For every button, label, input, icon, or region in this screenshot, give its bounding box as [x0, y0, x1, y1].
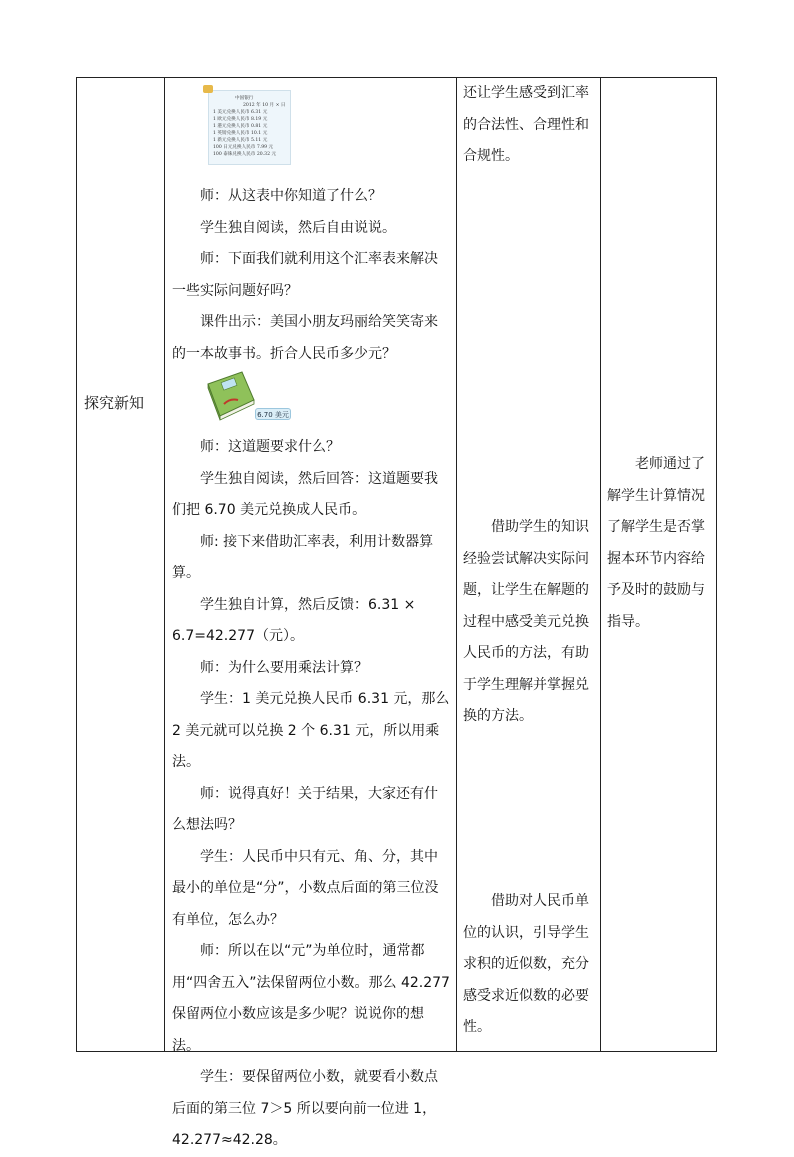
dialogue-line: 学生：人民币中只有元、角、分，其中最小的单位是“分”，小数点后面的第三位没有单位，怎么办？ — [172, 848, 439, 928]
process-column-top — [172, 181, 451, 370]
rate-row: 1 新元兑换人民币 5.11 元 — [213, 138, 268, 143]
price-tag: 6.70 美元 — [255, 408, 291, 420]
rate-row: 1 英镑兑换人民币 10.1 元 — [213, 131, 268, 136]
dialogue-line: 学生独自阅读，然后回答：这道题要我们把 6.70 美元兑换成人民币。 — [172, 470, 438, 518]
rate-row: 1 美元兑换人民币 6.31 元 — [213, 110, 268, 115]
exchange-rate-card — [203, 85, 291, 165]
dialogue-line: 师：这道题要求什么？ — [200, 439, 340, 455]
dialogue-line: 师: 接下来借助汇率表，利用计数器算算。 — [172, 533, 434, 581]
rate-row: 1 港元兑换人民币 0.81 元 — [213, 124, 268, 129]
intent-paragraph: 还让学生感受到汇率的合法性、合理性和合规性。 — [463, 85, 589, 164]
dialogue-line: 学生：1 美元兑换人民币 6.31 元，那么 2 美元就可以兑换 2 个 6.31 元，所以用乘法。 — [172, 691, 450, 770]
intent-paragraph: 借助学生的知识经验尝试解决实际问题，让学生在解题的过程中感受美元兑换人民币的方法，有助于学生理解并掌握兑换的方法。 — [463, 519, 589, 724]
rate-card-title: 中国银行 — [235, 96, 254, 101]
column-divider — [456, 77, 457, 1052]
dialogue-line: 师：为什么要用乘法计算？ — [200, 659, 368, 676]
pin-icon — [203, 85, 213, 93]
dialogue-line: 师：所以在以“元”为单位时，通常都用“四舍五入”法保留两位小数。那么 42.277 保留两位小数应该是多少呢？说说你的想法。 — [172, 943, 450, 1054]
section-label: 探究新知 — [84, 394, 145, 412]
column-divider — [600, 77, 601, 1052]
rate-row: 1 欧元兑换人民币 8.19 元 — [213, 117, 268, 122]
dialogue-line: 学生：要保留两位小数，就要看小数点后面的第三位 7＞5 所以要向前一位进 1，42.277≈42.28。 — [172, 1069, 438, 1148]
storybook-icon — [202, 370, 258, 422]
dialogue-line: 学生独自阅读，然后自由说说。 — [200, 219, 396, 236]
rate-row: 100 日元兑换人民币 7.99 元 — [213, 145, 274, 150]
intent-paragraph: 借助对人民币单位的认识，引导学生求积的近似数，充分感受求近似数的必要性。 — [463, 893, 589, 1035]
dialogue-line: 师：下面我们就利用这个汇率表来解决一些实际问题好吗？ — [172, 251, 438, 299]
dialogue-line: 师：说得真好！关于结果，大家还有什么想法吗？ — [172, 785, 438, 833]
evaluation-paragraph: 老师通过了解学生计算情况了解学生是否掌握本环节内容给予及时的鼓励与指导。 — [607, 456, 705, 630]
column-divider — [164, 77, 165, 1052]
dialogue-line: 学生独自计算，然后反馈：6.31 × 6.7=42.277（元）。 — [172, 596, 416, 644]
process-column-bottom — [172, 432, 451, 1157]
rate-row: 100 泰铢兑换人民币 20.32 元 — [213, 152, 277, 157]
dialogue-line: 课件出示：美国小朋友玛丽给笑笑寄来的一本故事书。折合人民币多少元？ — [172, 314, 438, 362]
rate-card-date: 2012 年 10 月 × 日 — [243, 103, 286, 108]
dialogue-line: 师：从这表中你知道了什么？ — [200, 188, 382, 204]
